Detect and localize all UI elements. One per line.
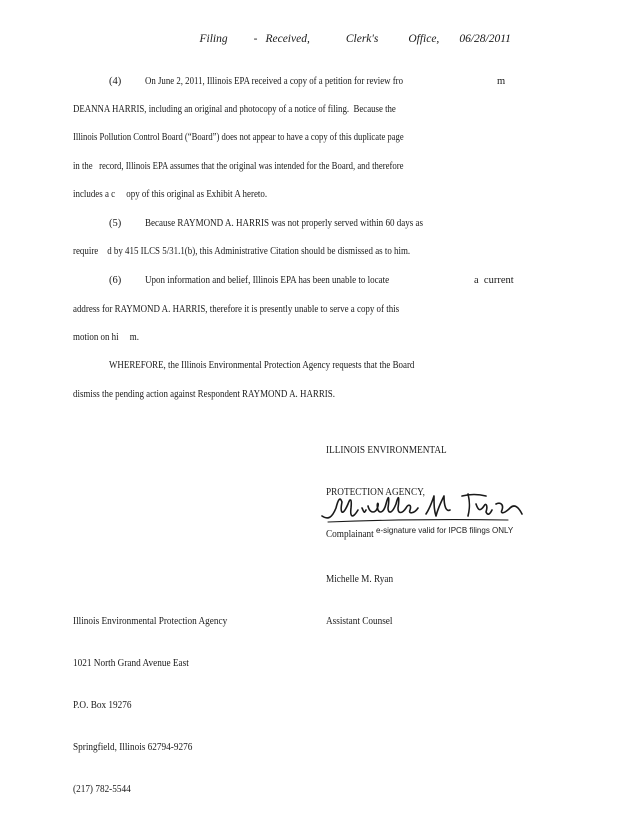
header-clerks: Clerk's [345,33,379,45]
signer-title: Assistant Counsel [326,616,393,627]
para4-line3: Illinois Pollution Control Board (“Board”) does not appear to have a copy of this duplicate page [73,132,404,143]
header-date: 06/28/2011 [459,33,511,45]
para5-number: (5) [109,218,122,229]
para4-line1-tail: m [497,76,506,87]
address-line3: P.O. Box 19276 [73,700,132,711]
para6-line1: Upon information and belief, Illinois EPA has been unable to locate [145,275,390,286]
esig-note: e-signature valid for IPCB filings ONLY [376,526,514,535]
address-line4: Springfield, Illinois 62794-9276 [73,742,193,753]
complainant-label: Complainant [326,529,374,540]
para6-line1-tail: a current [474,275,514,286]
filing-stamp-header [188,21,511,57]
address-line5: (217) 782-5544 [73,784,131,795]
para4-number: (4) [109,76,122,87]
header-office: Office, [408,33,440,45]
agency-line1: ILLINOIS ENVIRONMENTAL [326,445,447,456]
signer-block [326,545,393,657]
wherefore-line2: dismiss the pending action against Respondent RAYMOND A. HARRIS. [73,389,335,400]
para6-line2: address for RAYMOND A. HARRIS, therefore it is presently unable to serve a copy of this [73,304,400,315]
para4-line4: in the record, Illinois EPA assumes that the original was intended for the Board, and therefore [73,161,404,172]
para4-line5: includes a c opy of this original as Exhibit A hereto. [73,189,268,200]
address-line1: Illinois Environmental Protection Agency [73,616,228,627]
para4-line1: On June 2, 2011, Illinois EPA received a copy of a petition for review fro [145,76,404,87]
para4-line2: DEANNA HARRIS, including an original and photocopy of a notice of filing. Because the [73,104,396,115]
agency-line2: PROTECTION AGENCY, [326,487,425,498]
signer-name: Michelle M. Ryan [326,574,394,585]
para5-line2: require d by 415 ILCS 5/31.1(b), this Administrative Citation should be dismissed as to him. [73,246,411,257]
header-received: Received, [265,33,310,45]
header-filing: Filing [199,33,228,45]
wherefore-line1: WHEREFORE, the Illinois Environmental Protection Agency requests that the Board [109,360,415,371]
para6-line3: motion on hi m. [73,332,139,343]
para5-line1: Because RAYMOND A. HARRIS was not properly served within 60 days as [145,218,424,229]
address-line2: 1021 North Grand Avenue East [73,658,189,669]
para6-number: (6) [109,275,122,286]
agency-address [73,587,227,825]
handwritten-signature [318,486,528,538]
header-dash: - [253,33,258,45]
